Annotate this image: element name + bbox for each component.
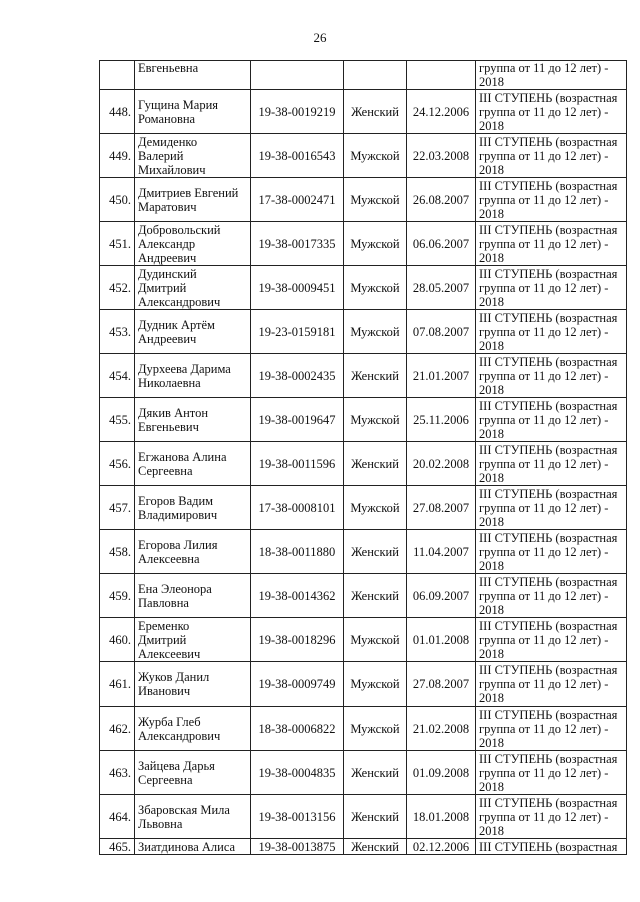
level-line: III СТУПЕНЬ (возрастная [479,398,618,413]
participant-uin: 17-38-0008101 [251,486,344,530]
participant-birth-date: 01.09.2008 [407,751,476,795]
participant-birth-date: 06.09.2007 [407,574,476,618]
participant-name-line: Александрович [138,728,221,743]
participant-name: Зиатдинова Алиса [135,839,251,855]
participant-birth-date: 27.08.2007 [407,662,476,707]
level-line: 2018 [479,338,504,353]
table-row [100,795,627,839]
participant-name-cell [135,530,251,574]
level-line: III СТУПЕНЬ (возрастная [479,134,618,149]
row-number: 464. [100,795,135,839]
table-row [100,354,627,398]
participant-name-cell [135,266,251,310]
participant-name-line: Евгеньевич [138,419,199,434]
participant-name-line: Павловна [138,595,189,610]
row-number: 448. [100,90,135,134]
participant-name-line: Дудинский [138,266,197,281]
participant-sex: Женский [344,574,407,618]
level-line: 2018 [479,470,504,485]
participant-name-cell [135,574,251,618]
participant-name-line: Алексеевич [138,646,201,661]
level-line: III СТУПЕНЬ (возрастная [479,90,618,105]
level-line: 2018 [479,823,504,838]
participant-uin: 19-38-0009451 [251,266,344,310]
participant-uin: 19-38-0018296 [251,618,344,662]
participant-level [476,795,627,839]
level-line: III СТУПЕНЬ (возрастная [479,442,618,457]
level-line: III СТУПЕНЬ (возрастная [479,486,618,501]
participant-name-cell [135,61,251,90]
participant-sex: Женский [344,751,407,795]
level-line: 2018 [479,382,504,397]
participant-name-line: Егоров Вадим [138,493,214,508]
level-line: 2018 [479,206,504,221]
participant-name-cell [135,354,251,398]
participant-uin: 19-38-0009749 [251,662,344,707]
participant-sex: Женский [344,90,407,134]
participant-birth-date: 22.03.2008 [407,134,476,178]
participant-uin: 19-38-0019647 [251,398,344,442]
level-line: 2018 [479,514,504,529]
row-number: 457. [100,486,135,530]
participant-birth-date: 20.02.2008 [407,442,476,486]
level-line: 2018 [479,162,504,177]
participant-birth-date: 28.05.2007 [407,266,476,310]
participant-name-line: Андреевич [138,250,197,265]
level-line: 2018 [479,735,504,750]
participant-uin: 19-38-0013875 [251,839,344,855]
participant-level [476,134,627,178]
level-line: III СТУПЕНЬ (возрастная [479,354,618,369]
participant-sex: Мужской [344,266,407,310]
sex-cell [344,61,407,90]
participant-name-cell [135,486,251,530]
participant-name-cell [135,90,251,134]
participant-name-line: Дмитриев Евгений [138,185,239,200]
participant-sex: Женский [344,839,407,855]
page-number: 26 [313,30,327,45]
level-line: группа от 11 до 12 лет) - [479,61,609,75]
row-number: 454. [100,354,135,398]
participants-table-body [100,61,627,839]
participant-name: Евгеньевна [138,61,199,75]
table-row-continuation [100,61,627,90]
level-line: группа от 11 до 12 лет) - [479,280,609,295]
participant-birth-date: 21.02.2008 [407,707,476,751]
participant-sex: Мужской [344,178,407,222]
participant-uin: 19-38-0017335 [251,222,344,266]
participant-uin: 17-38-0002471 [251,178,344,222]
participant-name-line: Николаевна [138,375,201,390]
participant-sex: Мужской [344,618,407,662]
level-line: группа от 11 до 12 лет) - [479,148,609,163]
participant-sex: Женский [344,795,407,839]
level-line: 2018 [479,75,504,89]
level-line: 2018 [479,558,504,573]
participant-birth-date: 25.11.2006 [407,398,476,442]
birth-date-cell [407,61,476,90]
table-row [100,574,627,618]
level-line: группа от 11 до 12 лет) - [479,236,609,251]
row-number: 452. [100,266,135,310]
participant-uin: 18-38-0011880 [251,530,344,574]
participant-name-cell [135,751,251,795]
table-row [100,662,627,707]
level-line: 2018 [479,602,504,617]
participant-uin: 19-38-0019219 [251,90,344,134]
level-line: группа от 11 до 12 лет) - [479,809,609,824]
participant-name-cell [135,222,251,266]
participant-level [476,354,627,398]
level-line: 2018 [479,426,504,441]
participant-level [476,707,627,751]
participant-name-line: Валерий [138,148,184,163]
last-row-body [100,839,627,855]
participant-level [476,530,627,574]
participant-name-line: Ена Элеонора [138,581,212,596]
level-line: 2018 [479,779,504,794]
participant-name-cell [135,618,251,662]
participant-name-line: Сергеевна [138,772,193,787]
row-number: 451. [100,222,135,266]
level-line: III СТУПЕНЬ (возрастная [479,266,618,281]
uin-cell [251,61,344,90]
level-line: III СТУПЕНЬ (возрастная [479,839,618,854]
participant-birth-date: 26.08.2007 [407,178,476,222]
table-row [100,134,627,178]
participant-birth-date: 27.08.2007 [407,486,476,530]
participant-name-line: Еременко [138,618,190,633]
table-row [100,751,627,795]
table-row [100,266,627,310]
level-line: группа от 11 до 12 лет) - [479,721,609,736]
table-row [100,486,627,530]
level-line: группа от 11 до 12 лет) - [479,192,609,207]
participant-name-line: Маратович [138,199,197,214]
table-row [100,398,627,442]
row-number: 465. [100,839,135,855]
level-line: III СТУПЕНЬ (возрастная [479,310,618,325]
participant-name-line: Михайлович [138,162,206,177]
participant-name-line: Демиденко [138,134,198,149]
level-line: 2018 [479,646,504,661]
level-line: III СТУПЕНЬ (возрастная [479,618,618,633]
participant-name-line: Егжанова Алина [138,449,227,464]
participant-name-cell [135,662,251,707]
level-line: группа от 11 до 12 лет) - [479,765,609,780]
participant-level [476,618,627,662]
participant-uin: 19-23-0159181 [251,310,344,354]
row-number: 456. [100,442,135,486]
participant-name-line: Романовна [138,111,196,126]
participant-level [476,178,627,222]
participant-name-line: Дякив Антон [138,405,209,420]
participant-name-line: Журба Глеб [138,714,201,729]
row-number: 449. [100,134,135,178]
row-number: 463. [100,751,135,795]
participant-name-line: Иванович [138,684,191,698]
participant-name-line: Дмитрий [138,280,187,295]
participant-level [476,398,627,442]
level-line: группа от 11 до 12 лет) - [479,368,609,383]
participant-name-line: Александр [138,236,196,251]
level-line: III СТУПЕНЬ (возрастная [479,795,618,810]
row-number: 450. [100,178,135,222]
table-row [100,310,627,354]
participant-level [476,90,627,134]
level-line: группа от 11 до 12 лет) - [479,632,609,647]
participant-name-line: Дудник Артём [138,317,215,332]
level-line: группа от 11 до 12 лет) - [479,544,609,559]
level-line: III СТУПЕНЬ (возрастная [479,663,618,677]
table-row [100,530,627,574]
participant-sex: Женский [344,442,407,486]
participant-name-line: Дмитрий [138,632,187,647]
participant-level [476,839,627,855]
participant-birth-date: 07.08.2007 [407,310,476,354]
table-row [100,178,627,222]
participant-sex: Мужской [344,222,407,266]
participant-uin: 19-38-0011596 [251,442,344,486]
participant-sex: Мужской [344,310,407,354]
row-number: 455. [100,398,135,442]
row-number: 461. [100,662,135,707]
participant-uin: 18-38-0006822 [251,707,344,751]
level-line: III СТУПЕНЬ (возрастная [479,751,618,766]
participant-name-line: Гущина Мария [138,97,219,112]
table-row-last [100,839,627,855]
participant-sex: Женский [344,354,407,398]
row-number: 462. [100,707,135,751]
level-line: группа от 11 до 12 лет) - [479,500,609,515]
participant-uin: 19-38-0016543 [251,134,344,178]
level-line: 2018 [479,294,504,309]
participant-name-cell [135,707,251,751]
participant-name-line: Сергеевна [138,463,193,478]
participant-name-line: Добровольский [138,222,221,237]
level-line: группа от 11 до 12 лет) - [479,677,609,691]
participant-level [476,662,627,707]
row-number: 453. [100,310,135,354]
table-row [100,222,627,266]
participant-birth-date: 06.06.2007 [407,222,476,266]
level-line: III СТУПЕНЬ (возрастная [479,530,618,545]
level-line: группа от 11 до 12 лет) - [479,412,609,427]
table-row [100,618,627,662]
participant-level [476,310,627,354]
participant-name-cell [135,310,251,354]
participant-name-line: Егорова Лилия [138,537,218,552]
participant-name-line: Андреевич [138,331,197,346]
participant-name-cell [135,134,251,178]
participant-sex: Мужской [344,486,407,530]
level-line: группа от 11 до 12 лет) - [479,324,609,339]
row-number: 460. [100,618,135,662]
participant-sex: Женский [344,530,407,574]
participant-sex: Мужской [344,134,407,178]
level-line: группа от 11 до 12 лет) - [479,104,609,119]
row-number-cell [100,61,135,90]
participant-name-line: Александрович [138,294,221,309]
participant-level [476,266,627,310]
level-line: 2018 [479,691,504,705]
level-line: группа от 11 до 12 лет) - [479,456,609,471]
participant-sex: Мужской [344,707,407,751]
level-line: 2018 [479,118,504,133]
participant-level [476,222,627,266]
table-row [100,707,627,751]
participant-name-line: Владимирович [138,507,218,522]
participant-uin: 19-38-0013156 [251,795,344,839]
participant-birth-date: 18.01.2008 [407,795,476,839]
participant-uin: 19-38-0014362 [251,574,344,618]
participant-level [476,442,627,486]
participant-name-cell [135,795,251,839]
participant-uin: 19-38-0004835 [251,751,344,795]
level-line: III СТУПЕНЬ (возрастная [479,707,618,722]
participant-name-cell [135,178,251,222]
participant-birth-date: 02.12.2006 [407,839,476,855]
participants-table [99,60,627,855]
participant-birth-date: 11.04.2007 [407,530,476,574]
level-cell [476,61,627,90]
participant-name-line: Дурхеева Дарима [138,361,231,376]
participant-level [476,486,627,530]
table-row [100,442,627,486]
row-number: 458. [100,530,135,574]
participant-name-line: Алексеевна [138,551,200,566]
participant-name-line: Львовна [138,816,183,831]
participant-level [476,751,627,795]
level-line: III СТУПЕНЬ (возрастная [479,222,618,237]
participant-uin: 19-38-0002435 [251,354,344,398]
row-number: 459. [100,574,135,618]
table-row [100,90,627,134]
participant-level [476,574,627,618]
participant-name-line: Зайцева Дарья [138,758,215,773]
participant-sex: Мужской [344,398,407,442]
level-line: III СТУПЕНЬ (возрастная [479,574,618,589]
participant-name-line: Жуков Данил [138,670,210,684]
participant-birth-date: 21.01.2007 [407,354,476,398]
participant-name-cell [135,442,251,486]
participant-birth-date: 24.12.2006 [407,90,476,134]
level-line: III СТУПЕНЬ (возрастная [479,178,618,193]
participant-name-cell [135,398,251,442]
participant-name-line: Збаровская Мила [138,802,230,817]
participant-sex: Мужской [344,662,407,707]
participant-birth-date: 01.01.2008 [407,618,476,662]
level-line: 2018 [479,250,504,265]
level-line: группа от 11 до 12 лет) - [479,588,609,603]
